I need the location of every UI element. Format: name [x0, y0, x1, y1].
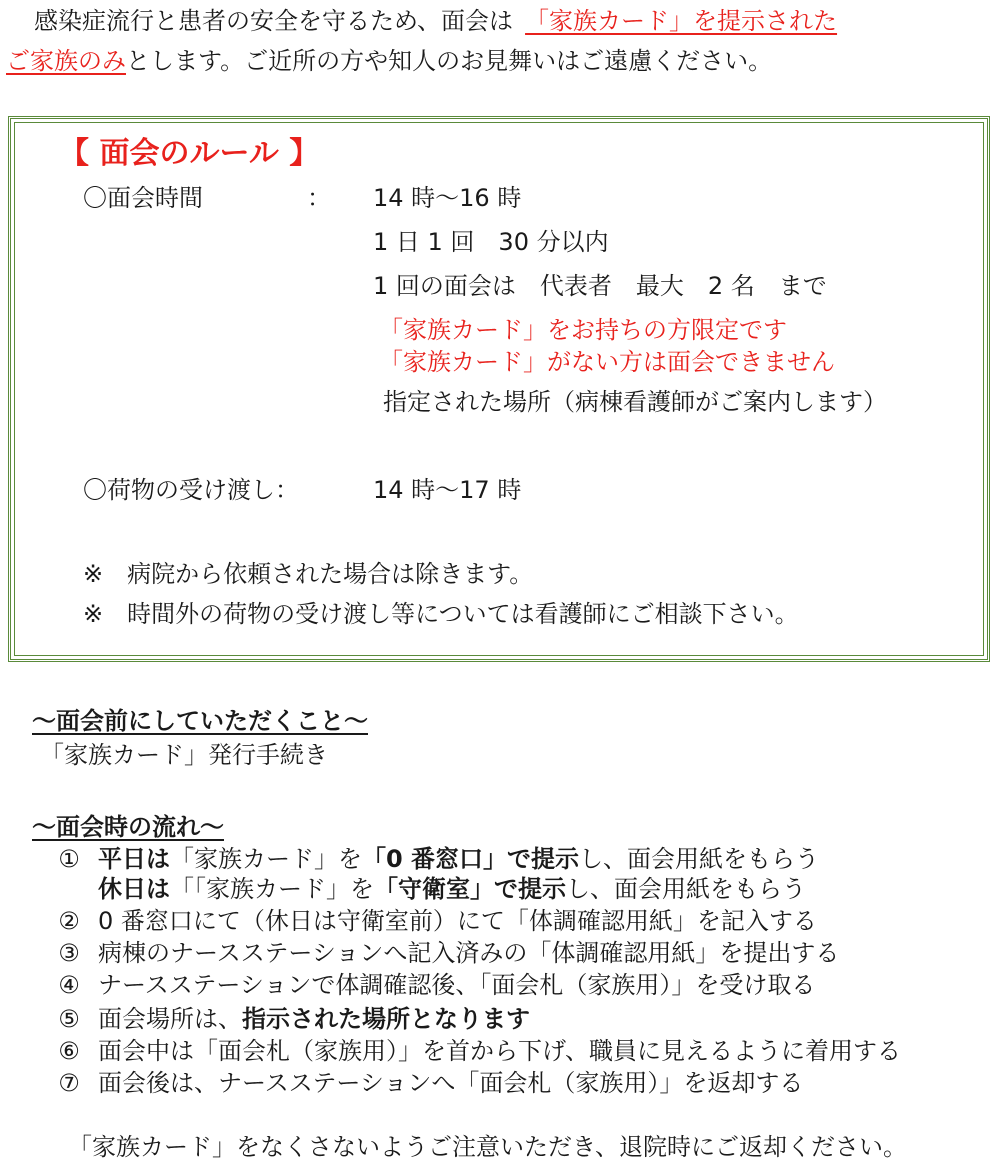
before-visit-heading: ～面会前にしていただくこと～	[32, 707, 368, 735]
no-card-notice: 「家族カード」がない方は面会できません	[379, 348, 835, 376]
step-number: ①	[58, 845, 80, 873]
step-text: 病棟のナースステーションへ記入済みの「体調確認用紙」を提出する	[98, 939, 840, 967]
step-text: 「「家族カード」を	[170, 875, 374, 903]
flow-step-7	[40, 1068, 803, 1098]
step-text: 平日は	[98, 845, 170, 873]
visit-time-value: 14 時～16 時	[373, 184, 522, 212]
flow-step-5	[40, 1004, 530, 1034]
visit-rules-box	[8, 116, 990, 662]
step-text: 面会中は「面会札（家族用）」を首から下げ、職員に見えるように着用する	[98, 1037, 902, 1065]
step-text: 指示された場所となります	[242, 1005, 530, 1033]
intro-text-2: とします。ご近所の方や知人のお見舞いはご遠慮ください。	[126, 47, 773, 75]
card-only-notice: 「家族カード」をお持ちの方限定です	[379, 316, 787, 344]
delivery-time: 14 時～17 時	[373, 476, 522, 504]
flow-step-1-holiday	[40, 874, 806, 904]
step-text: し、面会用紙をもらう	[579, 845, 820, 873]
note-1: ※ 病院から依頼された場合は除きます。	[83, 560, 534, 588]
visit-place: 指定された場所（病棟看護師がご案内します）	[383, 388, 887, 416]
step-number: ⑥	[58, 1037, 80, 1065]
intro-line-2	[6, 46, 772, 76]
step-number: ③	[58, 939, 80, 967]
footer-note: 「家族カード」をなくさないようご注意いただき、退院時にご返却ください。	[68, 1133, 908, 1161]
visit-frequency: 1 日 1 回 30 分以内	[373, 228, 609, 256]
delivery-label: 〇荷物の受け渡し：	[83, 476, 299, 504]
visit-people: 1 回の面会は 代表者 最大 2 名 まで	[373, 272, 827, 300]
step-text: 面会後は、ナースステーションへ「面会札（家族用）」を返却する	[98, 1069, 804, 1097]
rules-title: 【 面会のルール 】	[59, 136, 320, 171]
flow-step-2	[40, 906, 817, 936]
step-text: 「0 番窓口」で提示	[362, 845, 580, 873]
visit-time-colon: ：	[307, 184, 331, 212]
step-text: ナースステーションで体調確認後、「面会札（家族用）」を受け取る	[98, 971, 816, 999]
intro-highlight-2: ご家族のみ	[6, 47, 126, 75]
intro-text: 感染症流行と患者の安全を守るため、面会は	[34, 7, 514, 35]
intro-line-1	[34, 6, 837, 36]
flow-heading: ～面会時の流れ～	[32, 813, 224, 841]
step-text: 「家族カード」を	[170, 845, 362, 873]
step-number: ②	[58, 907, 80, 935]
note-2: ※ 時間外の荷物の受け渡し等については看護師にご相談下さい。	[83, 600, 799, 628]
before-visit-item: 「家族カード」発行手続き	[40, 741, 328, 769]
step-text: 休日は	[98, 875, 170, 903]
step-number: ④	[58, 971, 80, 999]
intro-highlight: 「家族カード」を提示された	[525, 7, 838, 35]
flow-step-1	[40, 844, 819, 874]
step-number: ⑤	[58, 1005, 80, 1033]
flow-step-3	[40, 938, 839, 968]
step-text: 「守衛室」で提示	[374, 875, 566, 903]
visit-time-label: 〇面会時間	[83, 184, 203, 212]
step-text: 面会場所は、	[98, 1005, 242, 1033]
step-text: 0 番窓口にて（休日は守衛室前）にて「体調確認用紙」を記入する	[98, 907, 817, 935]
flow-step-6	[40, 1036, 901, 1066]
step-number: ⑦	[58, 1069, 80, 1097]
flow-step-4	[40, 970, 815, 1000]
step-text: し、面会用紙をもらう	[566, 875, 806, 903]
